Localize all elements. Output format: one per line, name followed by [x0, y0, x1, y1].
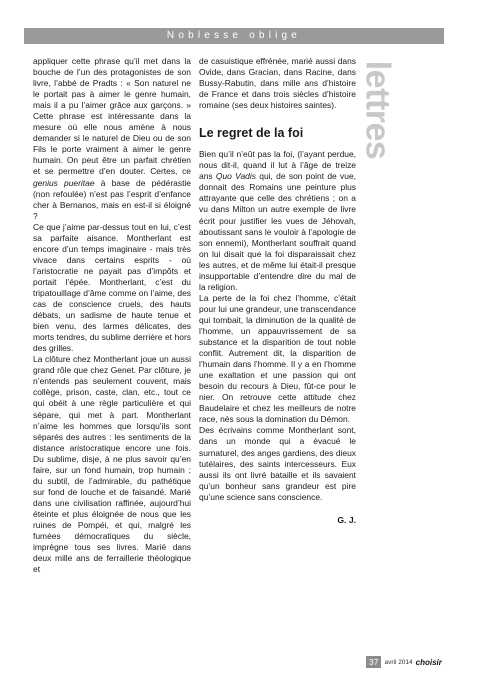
paragraph: La perte de la foi chez l’homme, c’était pour lui une grandeur, une transcendance qui tombait, la diminution de la qualité de l’homme, un appauvrissement de sa substance et la disparition de tout noble conflit. Autrement dit, la disparition de l’humain dans l’homme. Il y a en l’homme une exaltation et une passion qui ont besoin du recours à Dieu, fût-ce pour le nier. On retrouve cette attitude chez Baudelaire et chez les meilleurs de notre race, nés sous la domination du Démon.: [199, 292, 356, 425]
issue-date: avril 2014: [384, 658, 413, 666]
magazine-name: choisir: [415, 657, 442, 667]
right-column: [199, 56, 356, 526]
section-title: Noblesse oblige: [166, 30, 302, 41]
paragraph: Bien qu’il n’eût pas la foi, (l’ayant perdue, nous dit-il, quand il lut à l’âge de treize ans Quo Vadis qui, de son point de vue, donnait des Romains une peinture plus attrayante que celle des chrétiens ; on a vu dans Milton un autre exemple de livre écrit pour justifier les vues de Jéhovah, aboutissant sans le vouloir à l’apologie de son ennemi), Montherlant souffrait quand on lui disait que la foi disparaissait chez les autres, et de même lui était-il presque insupportable d’entendre dire du mal de la religion.: [199, 149, 356, 292]
left-column: [33, 56, 191, 575]
section-heading: Le regret de la foi: [199, 126, 304, 141]
work-title: Quo Vadis: [215, 171, 256, 182]
rubric-label: [356, 50, 398, 170]
work-title: genius pueritae: [33, 177, 95, 188]
paragraph: Ce que j’aime par-dessus tout en lui, c’est sa parfaite aisance. Montherlant est encore d’un temps imaginaire - mais très vivace dans certains esprits - où l’aristocratie ne payait pas d’impôts et portait l’épée. Montherlant, c’est du tripatouillage d’âme comme on l’aime, des cas de conscience cruels, des hauts débats, un sadisme de haute tenue et bien venu, des larmes délicates, des morts tendres, du sublime derrière et hors des grilles.: [33, 221, 191, 354]
section-header-band: [24, 28, 444, 44]
page-footer: [366, 655, 442, 669]
paragraph: Des écrivains comme Montherlant sont, dans un monde qui a évacué le surnaturel, des anges gardiens, des dieux tutélaires, des saints intercesseurs. Eux aussi ils ont livré bataille et ils savaient qu’un bonheur sans grandeur est pire qu’une science sans conscience.: [199, 425, 356, 502]
page-number: 37: [366, 656, 381, 668]
rubric-label-text: lettres: [358, 60, 397, 160]
author-signature: G. J.: [337, 514, 356, 525]
paragraph: La clôture chez Montherlant joue un aussi grand rôle que chez Genet. Par clôture, je n’entends pas seulement couvent, mais collège, prison, caste, clan, etc., tout ce qui obéit à une règle particulière et qui sépare, qui met à part. Montherlant n’aime les hommes que lorsqu’ils sont séparés des autres : les sentiments de la distance aristocratique encore une fois. Du sublime, disje, à ne plus savoir qu’en faire, sur un fond humain, trop humain ; du subtil, de l’admirable, du pathétique sur fond de louche et de faisandé. Marié dans une civilisation raffinée, aujourd’hui éteinte et plus éloignée de nous que les ruines de Pompéi, et qui, malgré les fumées démocratiques du siècle, imprègne tous ses livres. Marié dans deux mille ans de ferraillerie théologique et: [33, 354, 191, 575]
paragraph: de casuistique effrénée, marié aussi dans Ovide, dans Gracian, dans Racine, dans Bussy-Rabutin, dans mille ans d’histoire de France et dans trois siècles d’histoire romaine (ses deux histoires saintes).: [199, 56, 356, 111]
paragraph: appliquer cette phrase qu’il met dans la bouche de l’un des protagonistes de son livre, l’abbé de Pradts : « Son naturel ne le portait pas à aimer le genre humain, mais il a pu l’aimer grâce aux garçons. » Cette phrase est intéressante dans la mesure où elle nous amène à nous demander si le naturel de Dieu ou de son Fils le porte vraiment à aimer le genre humain. On peut être un parfait chrétien et se permettre d’en douter. Certes, ce genius pueritae à base de pédérastie (non refoulée) n’est pas l’esprit d’enfance cher à Bernanos, mais en est-il si éloigné ?: [33, 56, 191, 221]
